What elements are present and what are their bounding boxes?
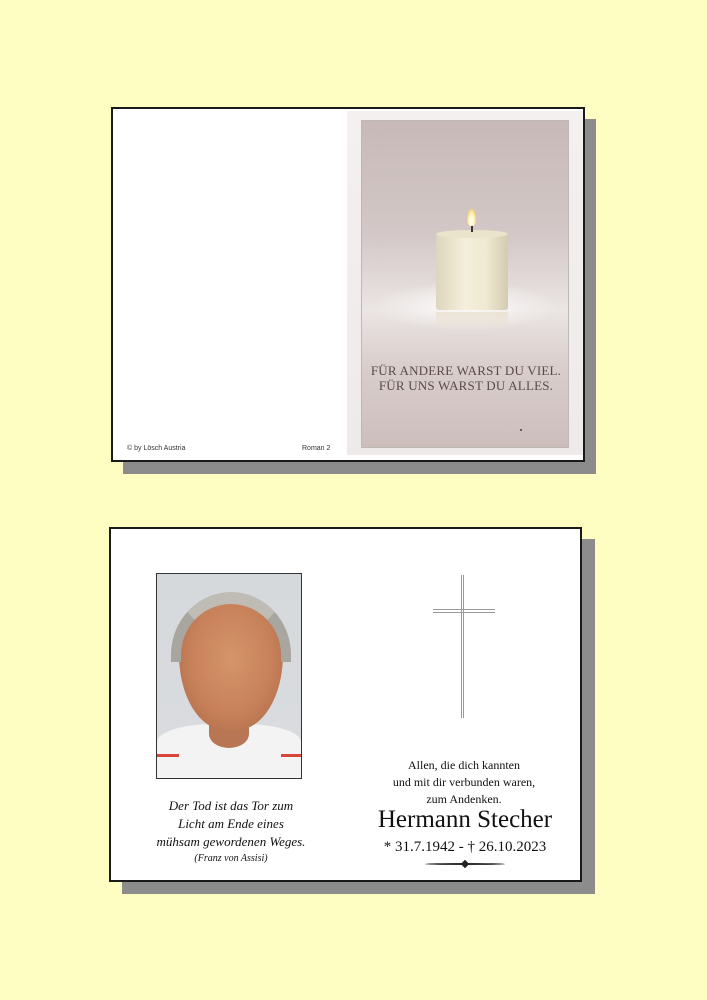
- verse-line-3: mühsam gewordenen Weges.: [156, 834, 306, 849]
- shirt-stripe: [281, 754, 301, 757]
- candle-photo-panel: [347, 111, 583, 455]
- verse-line-1: Der Tod ist das Tor zum: [168, 798, 294, 813]
- candle-reflection: [436, 312, 508, 330]
- inner-card: [109, 527, 582, 882]
- shirt-stripe: [157, 754, 179, 757]
- life-dates: * 31.7.1942 - † 26.10.2023: [383, 839, 547, 855]
- front-card: [111, 107, 585, 462]
- memorial-text: [369, 757, 559, 808]
- memorial-line-1: Allen, die dich kannten: [408, 758, 520, 772]
- deceased-name: Hermann Stecher: [377, 806, 553, 833]
- verse-attribution: (Franz von Assisi): [194, 853, 268, 864]
- portrait-hair: [171, 592, 291, 662]
- verse: [133, 797, 329, 851]
- memorial-line-2: und mit dir verbunden waren,: [392, 775, 536, 789]
- candle-photo: [361, 120, 569, 448]
- portrait-photo: [156, 573, 302, 779]
- front-quote: [362, 363, 569, 393]
- memorial-line-3: zum Andenken.: [426, 792, 502, 806]
- cross-icon: [461, 575, 464, 718]
- ornament-diamond: [461, 860, 469, 868]
- photo-speck: [520, 429, 522, 431]
- flame-icon: [467, 209, 476, 226]
- front-quote-line-2: FÜR UNS WARST DU ALLES.: [378, 378, 554, 393]
- design-code: Roman 2: [302, 445, 331, 452]
- verse-line-2: Licht am Ende eines: [178, 816, 284, 831]
- candle-icon: [436, 234, 508, 310]
- ornament-divider-icon: [425, 862, 505, 866]
- publisher-credit: © by Lösch Austria: [127, 445, 186, 452]
- cross-icon-bar: [433, 609, 495, 613]
- front-quote-line-1: FÜR ANDERE WARST DU VIEL.: [370, 363, 562, 378]
